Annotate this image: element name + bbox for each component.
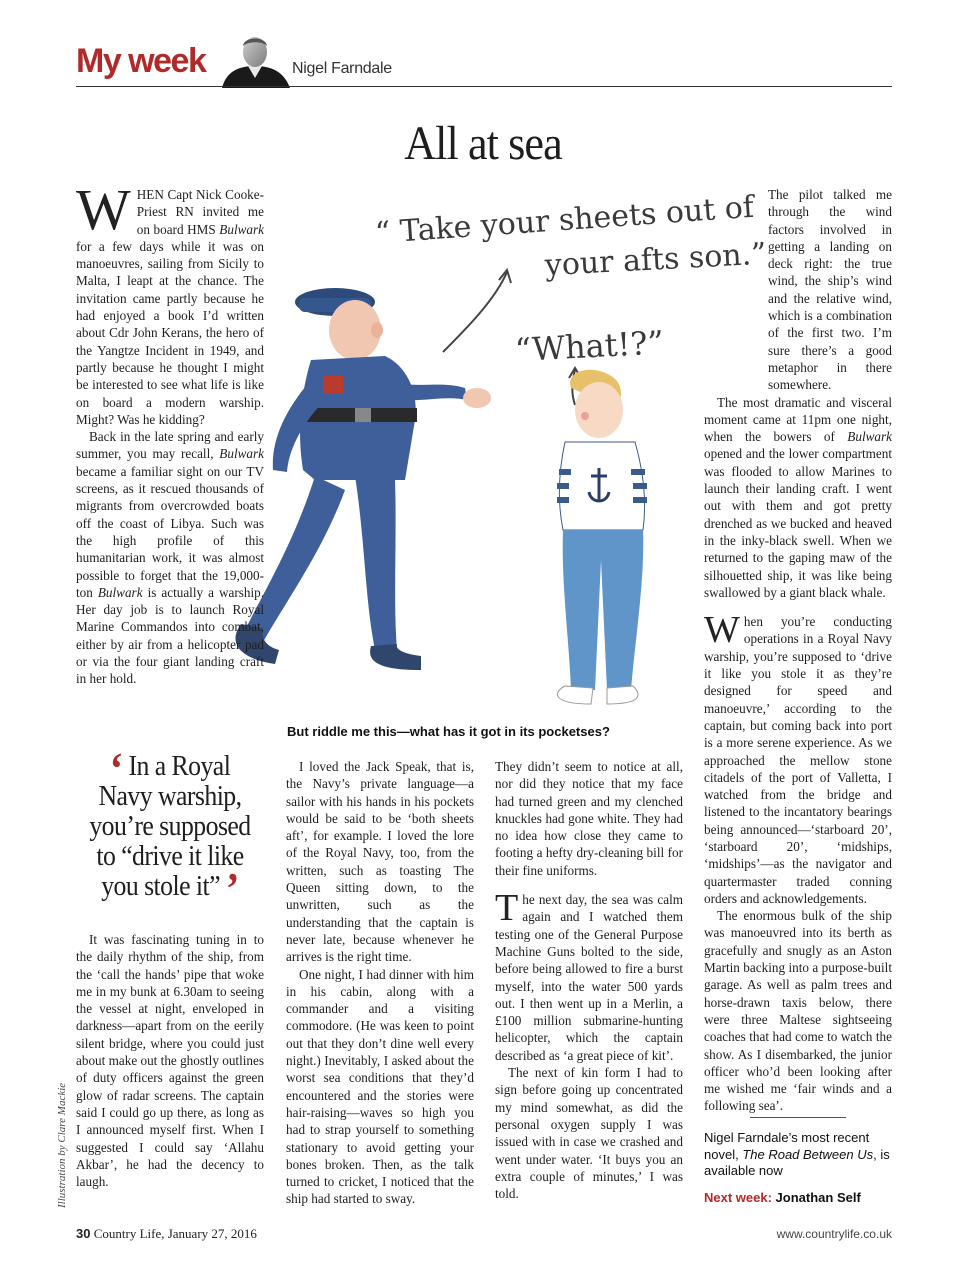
column-1-bottom	[76, 931, 264, 1190]
paragraph: Back in the late spring and early summer, you may recall,	[76, 429, 264, 462]
paragraph: he next day, the sea was calm again and I watched them testing one of the General Purpose Machine Guns bolted to the side, before being allowed to fire a burst myself, into the water 500 yards out. I then went up in a Merlin, a £100 million submarine-hunting helicopter, which the captain described as ‘a great piece of kit’.	[495, 892, 683, 1063]
paragraph: The enormous bulk of the ship was manoeuvred into its berth as gracefully and snugly as an Aston Martin backing into a purpose-built garage. As well as palm trees and horse-drawn taxis below, there were three Maltese sightseeing coaches that had come to watch the show. As I disembarked, the junior officer who’d been looking after me wished me ‘fair winds and a following sea’.	[704, 908, 892, 1114]
paragraph: The next of kin form I had to sign before going up concentrated my mind somewhat, as did the personal oxygen supply I was issued with in case we crashed and went under water. ‘It buys you an extra couple of minutes,’ I was told.	[495, 1065, 683, 1202]
speech-bubble-sailor-line2: your afts son.”	[543, 236, 768, 284]
next-week	[704, 1190, 861, 1205]
page-number: 30	[76, 1226, 91, 1241]
bio-text: , is available now	[704, 1146, 890, 1179]
paragraph: One night, I had dinner with him in his cabin, along with a commander and a visiting commodore. (He was keen to point out that they don’t dine well every night.) Inevitably, I asked about the worst sea conditions that they’d encountered and the stories were hair-raising—waves so high you had to strap yourself to something stationary to avoid getting your bones broken. Then, as the talk turned to cricket, I noticed that the ship had started to sway.	[286, 966, 474, 1207]
arrow-sailor-icon	[443, 272, 507, 352]
paragraph: hen you’re conducting operations in a Royal Navy warship, you’re supposed to ‘drive it like you stole it as they’re designed for speed and manoeuvre,’ according to the captain, but coming back into port is a more serene experience. As we approached the mellow stone citadels of the port of Valletta, I watched from the bridge and listened to the incantatory bearings being announced—‘starboard 20’, ‘starboard 20’, ‘midships, ‘midships’—as the navigator and quartermaster traded conning orders and acknowledgements.	[704, 614, 892, 906]
column-3	[495, 758, 683, 1202]
book-title: The Road Between Us	[742, 1146, 874, 1162]
footer-url[interactable]: www.countrylife.co.uk	[776, 1227, 892, 1241]
pull-quote	[84, 744, 257, 913]
publication-date: Country Life, January 27, 2016	[93, 1226, 257, 1241]
bio-text: Nigel Farndale’s most recent novel,	[704, 1130, 870, 1162]
paragraph: opened and the lower compartment was flooded to allow Marines to launch their landing craft. I went out with them and got pretty drenched as we bucked and heaved in the inky-black swell. When we returned to the gaping maw of the silhouetted ship, it was like being swallowed by a giant black whale.	[704, 446, 892, 600]
next-week-label: Next week:	[704, 1190, 772, 1205]
speech-bubble-sailor: “ Take your sheets out of	[373, 189, 755, 252]
ship-name: Bulwark	[219, 221, 264, 237]
bio-rule	[750, 1117, 846, 1118]
pull-quote-text: In a Royal Navy warship, you’re supposed to “drive it like you stole it”	[89, 751, 251, 902]
author-name: Nigel Farndale	[292, 60, 392, 77]
close-quote-icon: ’	[225, 864, 239, 913]
illustration	[215, 180, 775, 720]
paragraph: I loved the Jack Speak, that is, the Navy’s private language—a sailor with his hands in his pockets would be said to be ‘both sheets aft’, for example. I loved the lore of the Royal Navy, too, from the written, such as toasting The Queen sitting down, to the unwritten, such as the understanding that the captain is never late, because whenever he arrives is the right time.	[286, 759, 474, 965]
paragraph: The most dramatic and visceral moment came at 11pm one night, when the bowers of	[704, 394, 892, 445]
author-photo	[218, 32, 292, 88]
headline: All at sea	[404, 117, 562, 170]
paragraph: It was fascinating tuning in to the daily rhythm of the ship, from the ‘call the hands’ pipe that woke me in my bunk at 6.30am to seeing the vessel at night, enveloped in darkness—apart from on the eerily silent bridge, where you could just about make out the ghostly outlines of duty officers against the green glow of radar screens. The captain said I could go up there, as long as I announced myself first. When I suggested I could say ‘Allahu Akbar’, he had the decency to laugh.	[76, 932, 264, 1190]
column-4	[704, 186, 892, 1115]
boy-figure	[557, 370, 647, 704]
next-week-name: Jonathan Self	[775, 1190, 861, 1205]
author-bio	[704, 1130, 894, 1180]
ship-name: Bulwark	[847, 429, 892, 445]
illustration-caption: But riddle me this—what has it got in its pocketses?	[287, 724, 610, 739]
open-quote-icon: ‘	[109, 744, 123, 793]
dropcap: T	[495, 887, 519, 930]
paragraph: is actually a warship. Her day job is to launch Royal Marine Commandos into combat, either by air from a helicopter pad or via the four giant landing craft in her hold.	[76, 584, 264, 687]
dropcap: W	[704, 609, 740, 652]
ship-name: Bulwark	[97, 584, 143, 600]
illustration-credit	[56, 1068, 70, 1208]
speech-bubble-boy: “What!?”	[513, 323, 665, 370]
sailor-figure	[235, 288, 491, 670]
column-2	[286, 758, 474, 1208]
footer-page-info	[76, 1226, 257, 1242]
header-rule	[76, 86, 892, 87]
column-1	[76, 177, 264, 688]
dropcap: W	[76, 177, 131, 242]
illustration-credit-text: Illustration by Clare Mackie	[56, 1082, 68, 1208]
paragraph: HEN Capt Nick Cooke-Priest RN invited me on board HMS	[136, 187, 264, 237]
paragraph: for a few days while it was on manoeuvres, sailing from Sicily to Malta, I leapt at the chance. The invitation came partly because he had enjoyed a book I’d written about Cdr John Kerans, the hero of the Yangtze Incident in 1949, and partly because he thought I might be interested to see what life is like on board a modern warship. Might? Was he kidding?	[76, 238, 264, 427]
paragraph: became a familiar sight on our TV screens, as it rescued thousands of migrants from overcrowded boats off the coast of Libya. Such was the high profile of this humanitarian work, it was almost possible to forget that the 19,000-ton	[76, 463, 264, 600]
paragraph: The pilot talked me through the wind factors involved in getting a landing on deck right: the true wind, the ship’s wind and the relative wind, which is a combination of the first two. I’m sure there’s a good metaphor in there somewhere.	[768, 187, 892, 393]
paragraph: They didn’t seem to notice at all, nor did they notice that my face had turned green and my clenched knuckles had gone white. They had no idea how close they came to footing a hefty dry-cleaning bill for their fine uniforms.	[495, 759, 683, 878]
section-title: My week	[76, 42, 206, 80]
ship-name: Bulwark	[219, 446, 264, 462]
